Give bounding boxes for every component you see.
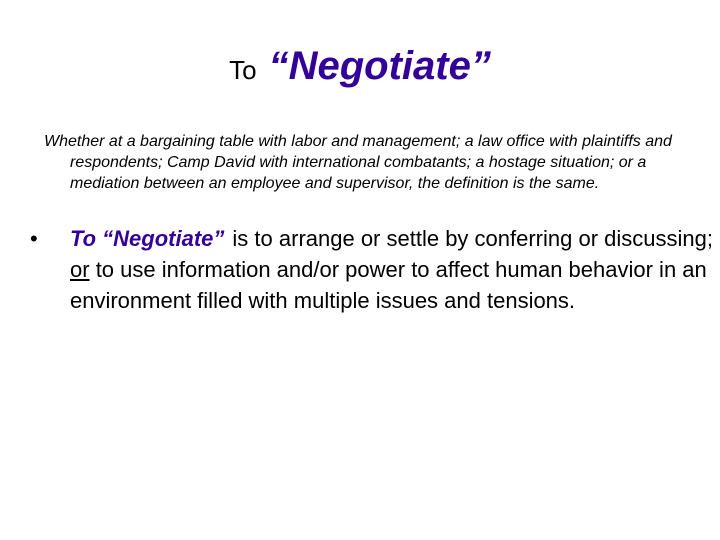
title-main: “Negotiate” <box>268 44 491 88</box>
bullet-underlined-word: or <box>70 257 90 282</box>
bullet-symbol: • <box>30 226 38 251</box>
intro-paragraph: Whether at a bargaining table with labor and management; a law office with plaintiffs and respondents; Camp David with international combatants; a hostage situation; or a mediation between an employee and supervisor, the definition is the same. <box>44 133 672 192</box>
title-prefix: To <box>229 55 257 85</box>
bullet-term: To “Negotiate” <box>70 226 225 251</box>
slide-title <box>0 44 720 89</box>
definition-bullet <box>30 223 720 316</box>
bullet-text-part1: is to arrange or settle by conferring or discussing; <box>232 226 713 251</box>
bullet-text-part2: to use information and/or power to affect human behavior in an environment filled with multiple issues and tensions. <box>70 257 707 313</box>
